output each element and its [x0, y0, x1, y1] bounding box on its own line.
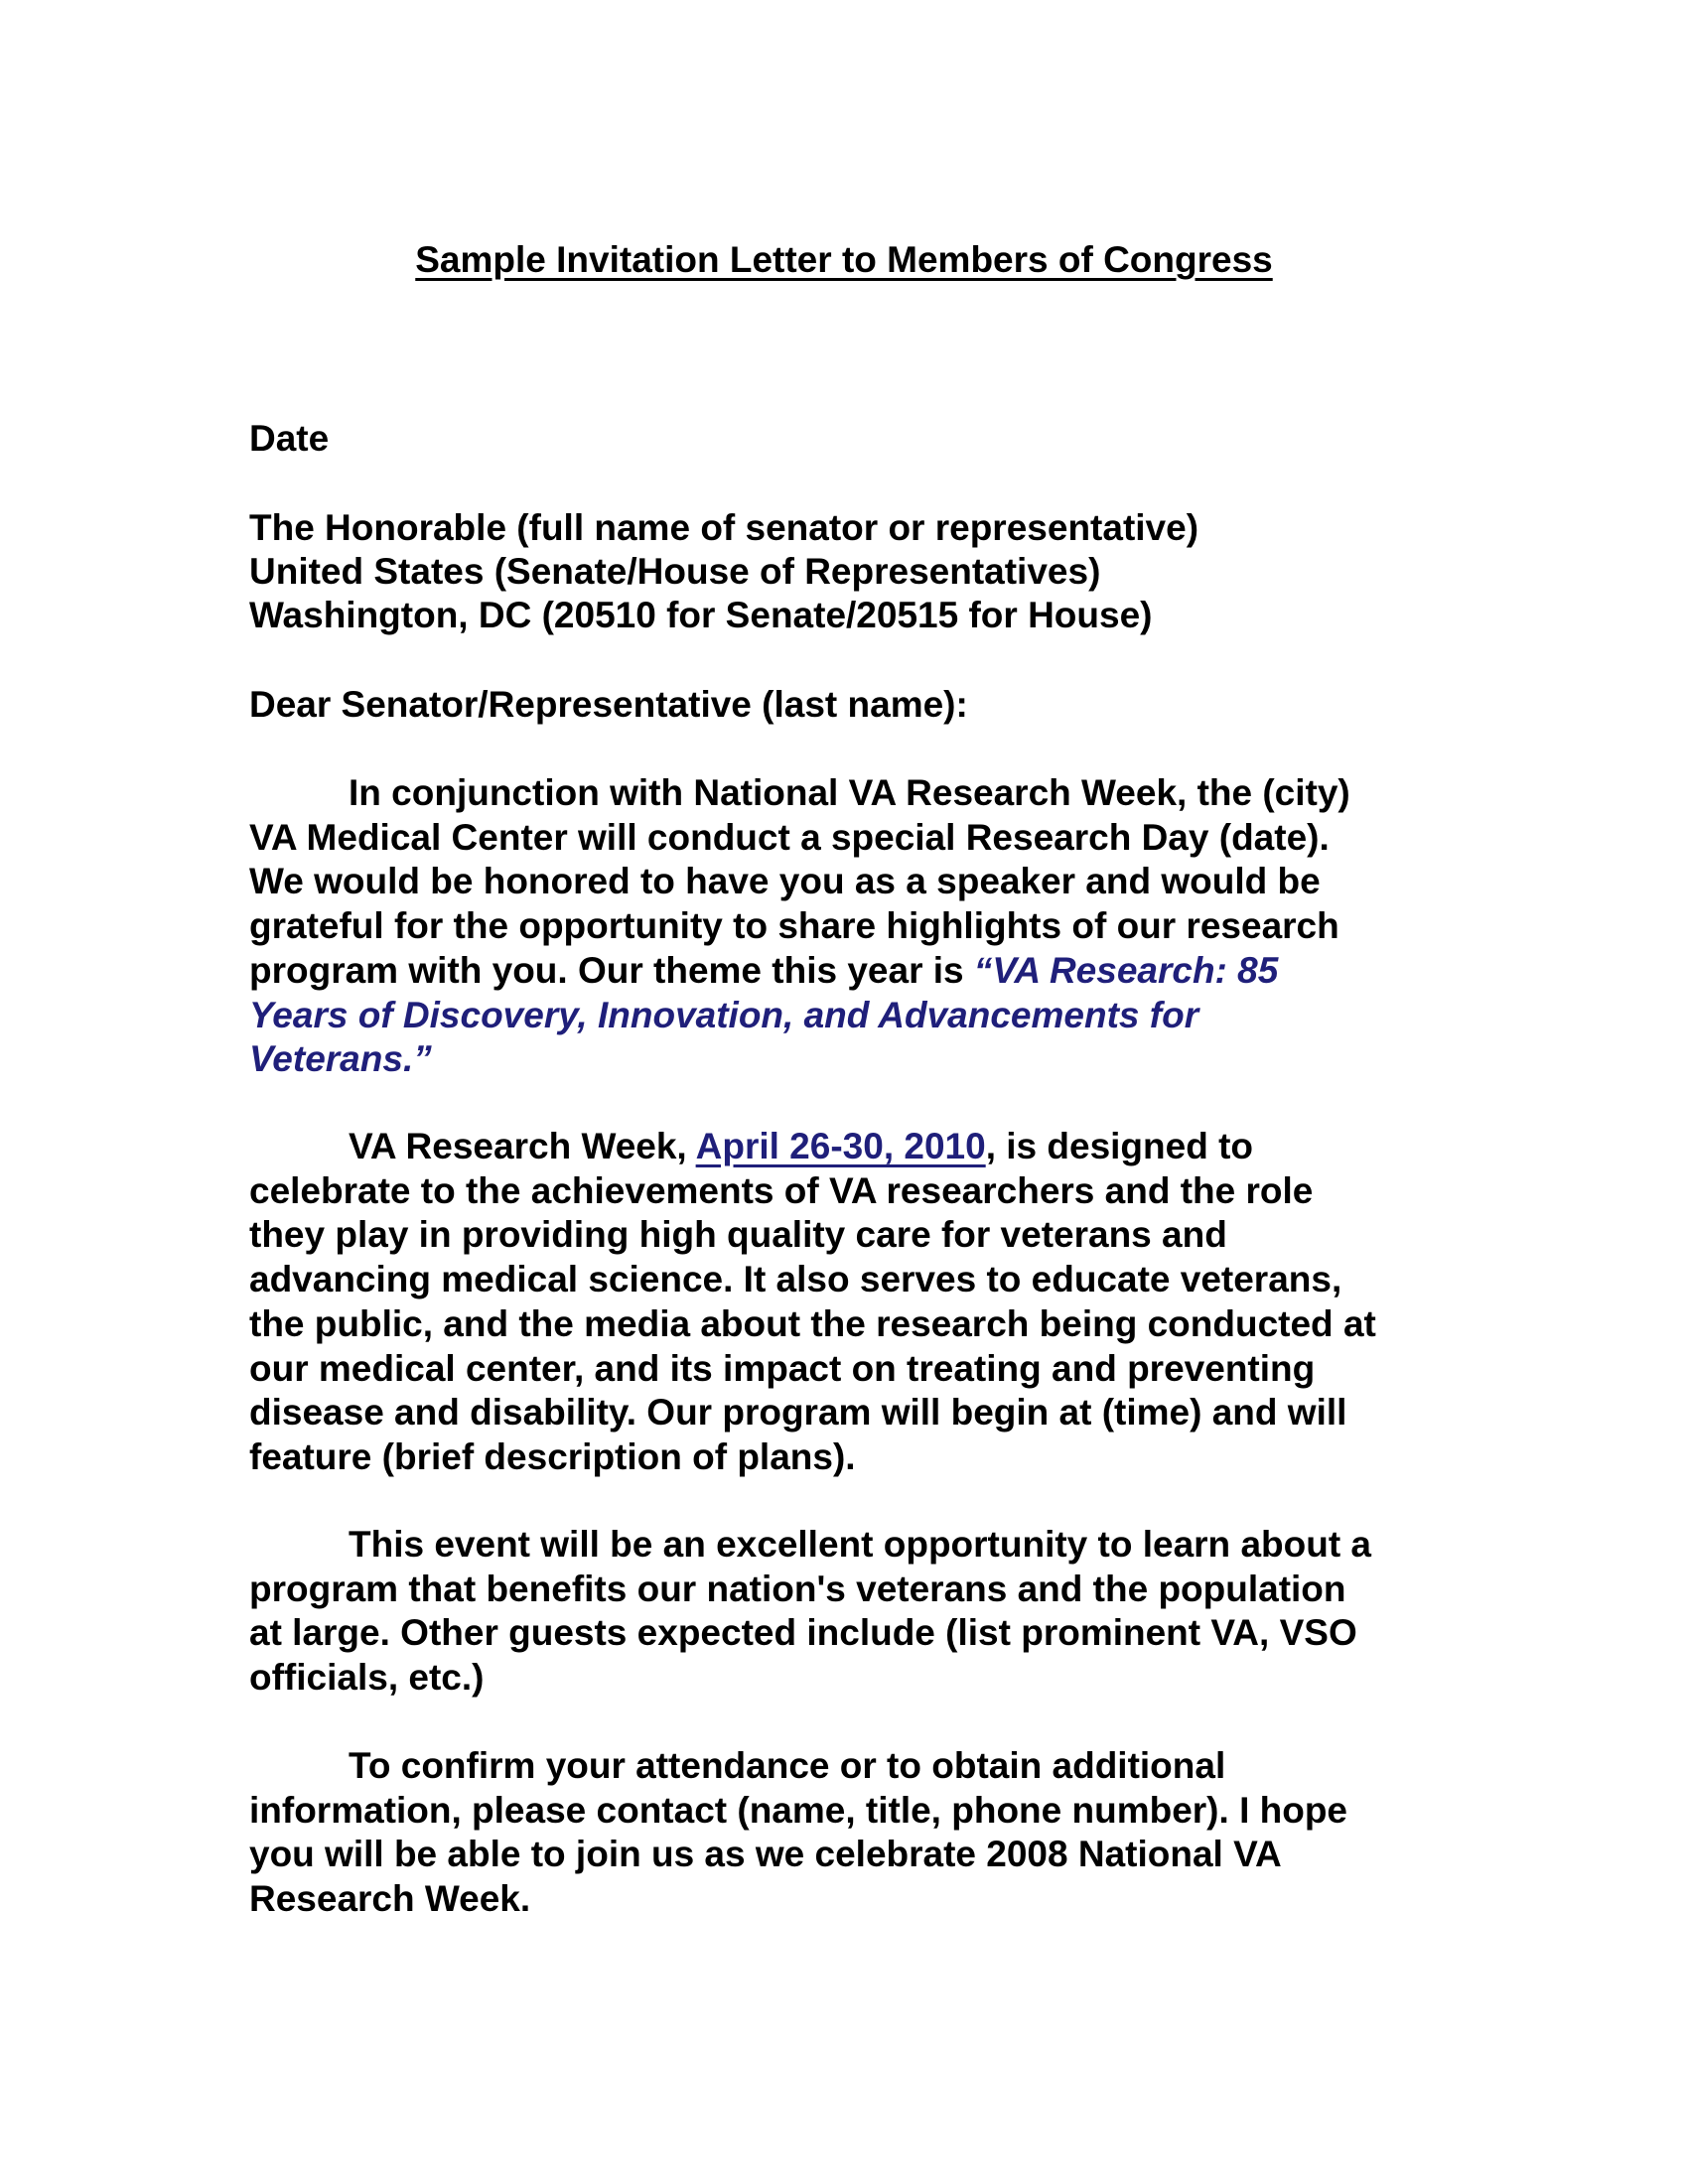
paragraph-1-line — [249, 949, 1461, 994]
paragraph-2 — [249, 1125, 1461, 1480]
paragraph-1-line: grateful for the opportunity to share highlights of our research — [249, 905, 1339, 947]
paragraph-2-text: VA Research Week, — [349, 1126, 696, 1166]
paragraph-2-line: our medical center, and its impact on treating and preventing — [249, 1347, 1316, 1389]
paragraph-1-line: In conjunction with National VA Research Week, the (city) — [349, 772, 1350, 813]
paragraph-2-line — [249, 1125, 1461, 1169]
paragraph-1-text: program with you. Our theme this year is — [249, 949, 974, 991]
paragraph-2-text: , is designed to — [985, 1126, 1254, 1166]
paragraph-3-line: officials, etc.) — [249, 1657, 485, 1699]
paragraph-2-line: the public, and the media about the research being conducted at — [249, 1302, 1376, 1344]
paragraph-1-line: We would be honored to have you as a speaker and would be — [249, 861, 1321, 902]
paragraph-4-line: you will be able to join us as we celebrate 2008 National VA — [249, 1834, 1282, 1875]
address-line-2: United States (Senate/House of Representatives) — [249, 551, 1101, 592]
paragraph-1-line: VA Medical Center will conduct a special Research Day (date). — [249, 816, 1330, 858]
paragraph-3 — [249, 1523, 1461, 1701]
paragraph-2-line: they play in providing high quality care for veterans and — [249, 1214, 1227, 1256]
paragraph-2-line: feature (brief description of plans). — [249, 1435, 856, 1477]
paragraph-4-line: information, please contact (name, title, phone number). I hope — [249, 1789, 1348, 1831]
paragraph-4-line: To confirm your attendance or to obtain additional — [349, 1745, 1226, 1786]
paragraph-1 — [249, 771, 1461, 1082]
paragraph-3-line: program that benefits our nation's veterans and the population — [249, 1568, 1346, 1609]
paragraph-2-line: disease and disability. Our program will begin at (time) and will — [249, 1392, 1347, 1433]
paragraph-2-line: advancing medical science. It also serves to educate veterans, — [249, 1259, 1342, 1300]
paragraph-4 — [249, 1744, 1461, 1922]
theme-quote: Years of Discovery, Innovation, and Advancements for — [249, 994, 1199, 1035]
paragraph-3-line: at large. Other guests expected include (list prominent VA, VSO — [249, 1612, 1357, 1654]
paragraph-4-line: Research Week. — [249, 1878, 531, 1920]
address-line-1: The Honorable (full name of senator or representative) — [249, 507, 1199, 548]
research-week-date-link[interactable]: April 26-30, 2010 — [695, 1126, 986, 1166]
address-line-3: Washington, DC (20510 for Senate/20515 for House) — [249, 595, 1153, 635]
theme-quote: “VA Research: 85 — [973, 949, 1279, 991]
page-title: Sample Invitation Letter to Members of Congress — [415, 239, 1273, 280]
theme-quote: Veterans.” — [249, 1038, 432, 1080]
date-label: Date — [249, 418, 330, 459]
salutation: Dear Senator/Representative (last name): — [249, 684, 968, 725]
paragraph-2-line: celebrate to the achievements of VA researchers and the role — [249, 1169, 1314, 1211]
paragraph-3-line: This event will be an excellent opportunity to learn about a — [349, 1524, 1372, 1565]
